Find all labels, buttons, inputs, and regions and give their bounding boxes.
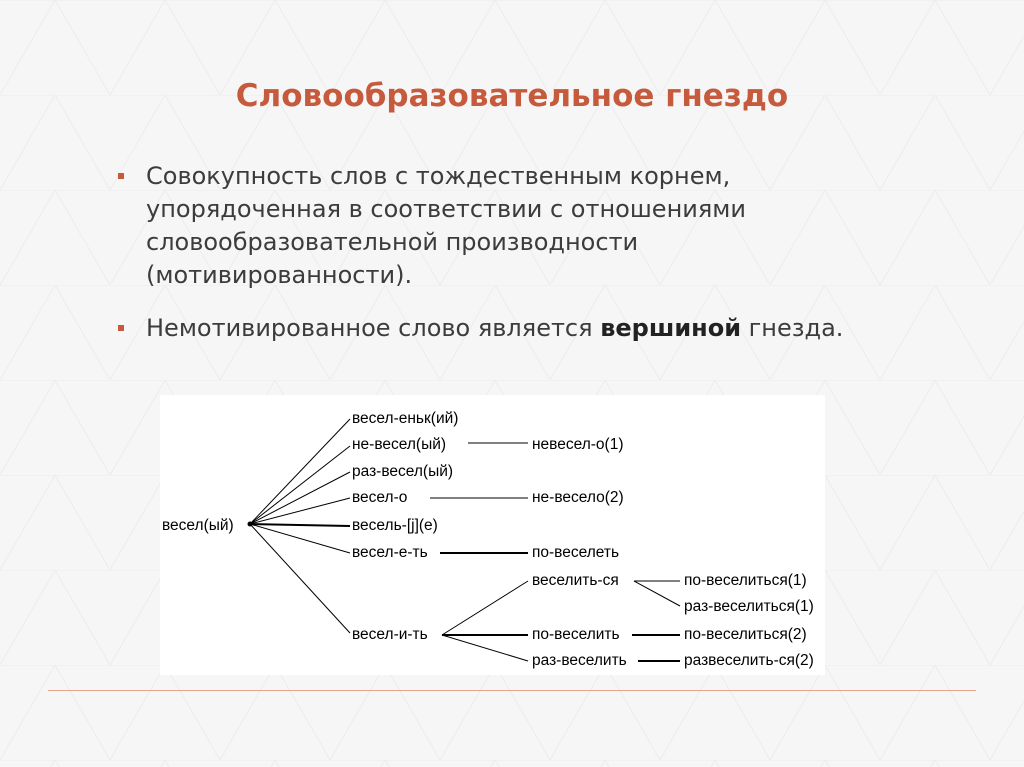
level3-word: развеселить-ся(2)	[684, 652, 814, 669]
root-word: весел(ый)	[162, 517, 234, 534]
bullet-text: Совокупность слов с тождественным корнем, упорядоченная в соответствии с отношениями словообразовательной производности (мотивированности).	[146, 162, 746, 289]
level2-word: не-весело(2)	[532, 489, 624, 506]
level1-word: не-весел(ый)	[352, 436, 447, 453]
bullet-marker	[118, 173, 124, 179]
level1-word: весел-и-ть	[352, 626, 428, 643]
bullet-item	[116, 312, 856, 345]
footer-divider	[48, 690, 976, 691]
bullet-bold-text: вершиной	[600, 314, 742, 342]
level1-word: весел-е-ть	[352, 544, 428, 561]
level2-word: раз-веселить	[532, 652, 627, 669]
level1-word: раз-весел(ый)	[352, 463, 454, 480]
level1-word: весел-о	[352, 489, 408, 506]
slide-title: Словообразовательное гнездо	[235, 78, 789, 114]
bullet-text-end: гнезда.	[741, 314, 844, 342]
bullet-marker	[118, 325, 124, 331]
root-branches	[250, 419, 680, 661]
level3-word: по-веселиться(1)	[684, 572, 807, 589]
bullet-list	[116, 160, 856, 365]
word-nest-diagram	[160, 395, 825, 675]
bullet-text: Немотивированное слово является	[146, 314, 601, 342]
level3-word: по-веселиться(2)	[684, 626, 807, 643]
level3-word: раз-веселиться(1)	[684, 598, 814, 615]
level2-word: по-веселеть	[532, 544, 620, 561]
tree-svg	[160, 395, 825, 675]
level2-word: по-веселить	[532, 626, 620, 643]
level1-word: весель-[j](е)	[352, 517, 438, 534]
root-node	[248, 522, 253, 527]
bullet-item	[116, 160, 856, 292]
level2-word: невесел-о(1)	[532, 436, 624, 453]
level2-word: веселить-ся	[532, 572, 619, 589]
level1-word: весел-еньк(ий)	[352, 410, 459, 427]
